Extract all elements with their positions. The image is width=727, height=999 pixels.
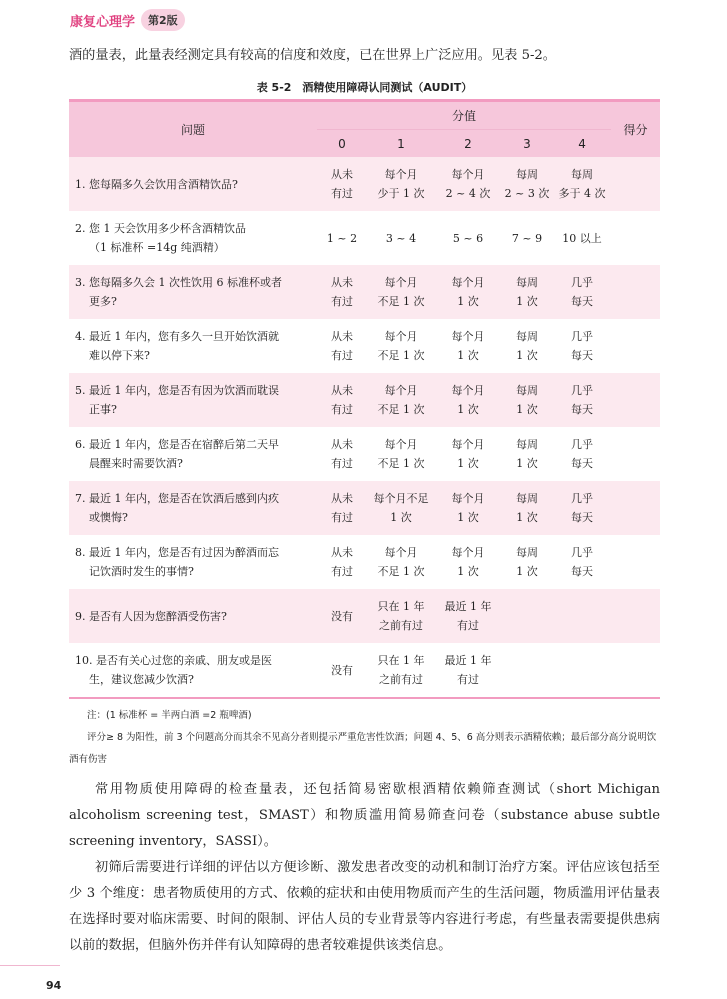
value-text: 1 次: [390, 511, 412, 524]
value-text: 1 次: [457, 295, 479, 308]
value-text: 1 次: [516, 403, 538, 416]
value-text: 每个月: [384, 438, 418, 451]
value-text: 1 次: [516, 349, 538, 362]
table-note-2: 评分≥ 8 为阳性，前 3 个问题高分而其余不见高分者则提示严重危害性饮酒；问题 4、5、6 高分则表示酒精依赖；最后部分高分说明饮酒有伤害: [69, 732, 657, 765]
question-text: （1 标准杯 =14g 纯酒精）: [89, 241, 225, 254]
value-text: 每个月: [451, 330, 485, 343]
value-text: 1 次: [516, 511, 538, 524]
question-text: 8. 最近 1 年内，您是否有过因为醉酒而忘: [75, 546, 279, 559]
value-cell: [553, 157, 611, 211]
value-cell: [501, 535, 553, 589]
question-text: 更多?: [89, 295, 117, 308]
value-text: 多于 4 次: [558, 187, 606, 200]
value-text: 几乎: [571, 492, 594, 505]
value-text: 每周: [516, 168, 538, 181]
value-text: 每天: [571, 457, 594, 470]
value-cell: [317, 373, 367, 427]
table-row: [69, 589, 660, 643]
question-cell: [69, 157, 317, 211]
col-value-header: 分值: [317, 101, 611, 130]
question-text: 正事?: [89, 403, 117, 416]
question-text: 3. 您每隔多久会 1 次性饮用 6 标准杯或者: [75, 276, 282, 289]
value-cell: [501, 157, 553, 211]
value-cell: [367, 643, 435, 698]
body-paragraph-2: 初筛后需要进行详细的评估以方便诊断、激发患者改变的动机和制订治疗方案。评估应该包括至少 3 个维度：患者物质使用的方式、依赖的症状和由使用物质而产生的生活问题，物质滥用评估量表在选择时要对临床需要、时间的限制、评估人员的专业背景等内容进行考虑，有些量表需要提供患病以前的数据，但脑外伤并伴有认知障碍的患者较难提供该类信息。: [69, 860, 660, 953]
table-row: [69, 643, 660, 698]
score-cell: [611, 427, 660, 481]
question-text: 或懊悔?: [89, 511, 128, 524]
value-cell: [367, 319, 435, 373]
value-text: 每天: [571, 565, 594, 578]
value-1: 1: [367, 130, 435, 158]
value-text: 每周: [516, 546, 538, 559]
value-2: 2: [435, 130, 501, 158]
question-text: 4. 最近 1 年内，您有多久一旦开始饮酒就: [75, 330, 279, 343]
score-cell: [611, 373, 660, 427]
question-cell: [69, 427, 317, 481]
value-cell: [317, 427, 367, 481]
value-text: 有过: [331, 457, 353, 470]
value-text: 每个月: [384, 276, 418, 289]
value-text: 最近 1 年: [444, 654, 492, 667]
value-text: 1 次: [516, 457, 538, 470]
value-text: 有过: [331, 349, 353, 362]
value-cell: [435, 265, 501, 319]
question-cell: [69, 589, 317, 643]
value-text: 少于 1 次: [377, 187, 425, 200]
value-text: 每个月: [451, 384, 485, 397]
table-row: [69, 481, 660, 535]
value-text: 1 次: [457, 511, 479, 524]
question-cell: [69, 481, 317, 535]
intro-paragraph: 酒的量表，此量表经测定具有较高的信度和效度，已在世界上广泛应用。见表 5-2。: [69, 48, 556, 63]
table-row: [69, 319, 660, 373]
value-cell: [435, 643, 501, 698]
value-text: 几乎: [571, 276, 594, 289]
value-text: 有过: [331, 565, 353, 578]
value-text: 几乎: [571, 384, 594, 397]
book-title: 康复心理学: [70, 14, 136, 30]
value-cell: [435, 373, 501, 427]
value-text: 1 次: [457, 403, 479, 416]
value-text: 几乎: [571, 438, 594, 451]
value-cell: [367, 373, 435, 427]
score-cell: [611, 265, 660, 319]
value-text: 每周: [516, 492, 538, 505]
score-cell: [611, 535, 660, 589]
score-cell: [611, 643, 660, 698]
question-text: 1. 您每隔多久会饮用含酒精饮品?: [75, 177, 238, 191]
question-text: 9. 是否有人因为您醉酒受伤害?: [75, 609, 227, 623]
value-cell: [435, 589, 501, 643]
question-text: 10. 是否有关心过您的亲戚、朋友或是医: [75, 654, 272, 667]
col-question-header: 问题: [69, 101, 317, 158]
value-text: 每个月: [384, 330, 418, 343]
table-row: [69, 157, 660, 211]
value-text: 从未: [331, 384, 353, 397]
value-text: 每周: [516, 330, 538, 343]
value-text: 有过: [457, 619, 479, 632]
value-cell: [367, 589, 435, 643]
value-text: 有过: [331, 511, 353, 524]
table-row: [69, 373, 660, 427]
value-cell: [553, 535, 611, 589]
value-text: 每个月: [451, 492, 485, 505]
table-note-1: 注：(1 标准杯 = 半两白酒 =2 瓶啤酒): [87, 710, 252, 721]
value-text: 每天: [571, 403, 594, 416]
value-text: 7 ~ 9: [511, 231, 543, 245]
value-cell: [501, 427, 553, 481]
value-4: 4: [553, 130, 611, 158]
value-text: 1 次: [516, 565, 538, 578]
value-cell: [317, 535, 367, 589]
page-content: [69, 43, 660, 959]
value-cell: [501, 319, 553, 373]
value-cell: [435, 535, 501, 589]
question-text: 5. 最近 1 年内，您是否有因为饮酒而耽误: [75, 384, 279, 397]
score-cell: [611, 157, 660, 211]
question-cell: [69, 535, 317, 589]
value-text: 3 ~ 4: [385, 231, 417, 245]
value-text: 2 ~ 3 次: [504, 187, 550, 200]
value-3: 3: [501, 130, 553, 158]
value-cell: [501, 481, 553, 535]
value-text: 1 ~ 2: [326, 231, 358, 245]
edition-badge: 第2版: [141, 9, 185, 31]
value-text: 每个月: [384, 546, 418, 559]
value-text: 从未: [331, 492, 353, 505]
value-text: 有过: [331, 187, 353, 200]
value-text: 从未: [331, 276, 353, 289]
value-cell: [501, 265, 553, 319]
value-text: 没有: [331, 663, 353, 677]
value-text: 每个月: [384, 168, 418, 181]
value-cell: [435, 481, 501, 535]
score-cell: [611, 319, 660, 373]
value-text: 每个月不足: [373, 492, 429, 505]
value-text: 从未: [331, 438, 353, 451]
value-text: 有过: [331, 295, 353, 308]
value-text: 只在 1 年: [377, 654, 425, 667]
value-text: 有过: [331, 403, 353, 416]
value-cell: [553, 427, 611, 481]
value-cell: [435, 157, 501, 211]
value-text: 每个月: [451, 438, 485, 451]
value-cell: [435, 211, 501, 265]
value-text: 从未: [331, 168, 353, 181]
value-cell: [317, 157, 367, 211]
value-text: 最近 1 年: [444, 600, 492, 613]
score-cell: [611, 211, 660, 265]
value-cell: [367, 427, 435, 481]
table-row: [69, 535, 660, 589]
question-text: 2. 您 1 天会饮用多少杯含酒精饮品: [75, 222, 246, 235]
value-cell: [553, 373, 611, 427]
question-text: 记饮酒时发生的事情?: [89, 565, 194, 578]
value-text: 从未: [331, 546, 353, 559]
table-caption: 表 5-2 酒精使用障碍认同测试（AUDIT）: [256, 81, 473, 94]
value-cell: [367, 157, 435, 211]
value-0: 0: [317, 130, 367, 158]
table-row: [69, 211, 660, 265]
question-cell: [69, 319, 317, 373]
value-cell: [501, 589, 553, 643]
score-cell: [611, 481, 660, 535]
table-body: [69, 157, 660, 698]
table-row: [69, 265, 660, 319]
page-number: 94: [46, 979, 62, 992]
value-text: 不足 1 次: [377, 349, 425, 362]
value-cell: [317, 589, 367, 643]
value-text: 每个月: [451, 546, 485, 559]
value-text: 几乎: [571, 546, 594, 559]
value-text: 2 ~ 4 次: [445, 187, 491, 200]
value-text: 每天: [571, 295, 594, 308]
audit-table: [69, 99, 660, 699]
score-cell: [611, 589, 660, 643]
value-cell: [317, 481, 367, 535]
value-text: 不足 1 次: [377, 403, 425, 416]
question-text: 生，建议您减少饮酒?: [89, 673, 194, 686]
table-row: [69, 427, 660, 481]
question-text: 6. 最近 1 年内，您是否在宿醉后第二天早: [75, 438, 279, 451]
value-cell: [553, 481, 611, 535]
value-cell: [501, 211, 553, 265]
value-text: 每周: [516, 438, 538, 451]
question-cell: [69, 643, 317, 698]
col-score-header: 得分: [611, 101, 660, 158]
value-text: 每个月: [451, 276, 485, 289]
body-paragraph-1: 常用物质使用障碍的检查量表，还包括简易密歇根酒精依赖筛查测试（short Michigan alcoholism screening test，SMAST）和物质滥用简易筛查问卷（substance abuse subtle screening inventory，SASSI）。: [69, 782, 660, 849]
value-text: 只在 1 年: [377, 600, 425, 613]
value-text: 每个月: [451, 168, 485, 181]
value-text: 不足 1 次: [377, 457, 425, 470]
value-text: 每天: [571, 511, 594, 524]
value-text: 每周: [571, 168, 594, 181]
value-text: 没有: [331, 609, 353, 623]
value-cell: [317, 265, 367, 319]
value-cell: [317, 211, 367, 265]
value-text: 每周: [516, 384, 538, 397]
value-cell: [553, 643, 611, 698]
value-text: 几乎: [571, 330, 594, 343]
question-text: 难以停下来?: [89, 349, 150, 362]
value-cell: [367, 535, 435, 589]
value-text: 10 以上: [562, 231, 602, 245]
value-text: 每周: [516, 276, 538, 289]
value-text: 1 次: [457, 349, 479, 362]
value-text: 之前有过: [379, 619, 423, 632]
value-text: 有过: [457, 673, 479, 686]
value-text: 每天: [571, 349, 594, 362]
value-cell: [367, 211, 435, 265]
question-text: 7. 最近 1 年内，您是否在饮酒后感到内疚: [75, 492, 279, 505]
value-text: 5 ~ 6: [452, 231, 484, 245]
value-cell: [553, 589, 611, 643]
question-cell: [69, 265, 317, 319]
value-cell: [317, 319, 367, 373]
value-text: 之前有过: [379, 673, 423, 686]
value-text: 不足 1 次: [377, 565, 425, 578]
value-text: 从未: [331, 330, 353, 343]
value-text: 1 次: [457, 565, 479, 578]
question-cell: [69, 211, 317, 265]
value-text: 1 次: [516, 295, 538, 308]
value-cell: [501, 643, 553, 698]
value-text: 不足 1 次: [377, 295, 425, 308]
value-cell: [553, 319, 611, 373]
footer-rule: [0, 965, 60, 966]
running-header: [70, 9, 185, 31]
value-cell: [435, 319, 501, 373]
value-cell: [435, 427, 501, 481]
value-cell: [367, 265, 435, 319]
question-cell: [69, 373, 317, 427]
value-text: 每个月: [384, 384, 418, 397]
value-cell: [367, 481, 435, 535]
value-cell: [553, 265, 611, 319]
value-cell: [317, 643, 367, 698]
question-text: 晨醒来时需要饮酒?: [89, 457, 183, 470]
value-text: 1 次: [457, 457, 479, 470]
value-cell: [553, 211, 611, 265]
value-cell: [501, 373, 553, 427]
